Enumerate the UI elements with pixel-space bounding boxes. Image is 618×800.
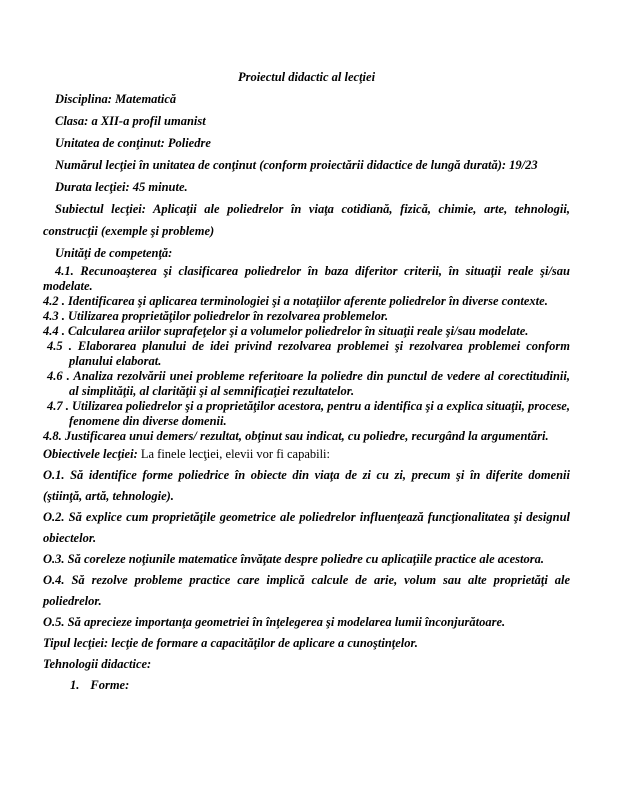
objective-item-o-3: O.3. Să coreleze noţiunile matematice învăţate despre poliedre cu aplicaţiile practice ale acestora. bbox=[43, 552, 544, 566]
objective-item-o-2: O.2. Să explice cum proprietăţile geometrice ale poliedrelor influenţează funcţionalitatea şi designul obiectelor. bbox=[43, 510, 570, 545]
objective-item-o-4: O.4. Să rezolve probleme practice care implică calcule de arie, volum sau alte proprietăţi ale poliedrelor. bbox=[43, 573, 570, 608]
list-item-number: 1. bbox=[70, 678, 80, 692]
technologies-list-item-forme bbox=[43, 675, 570, 696]
competency-item-4-8: 4.8. Justificarea unui demers/ rezultat, obţinut sau indicat, cu poliedre, recurgând la argumentări. bbox=[43, 429, 549, 443]
meta-line-disciplina: Disciplina: Matematică bbox=[55, 92, 177, 106]
meta-line-unitatea: Unitatea de conţinut: Poliedre bbox=[55, 136, 211, 150]
competency-item-4-1: 4.1. Recunoaşterea şi clasificarea poliedrelor în baza diferitor criterii, în situaţii reale şi/sau modelate. bbox=[43, 264, 570, 293]
objective-item-o-1: O.1. Să identifice forme poliedrice în obiecte din viaţa de zi cu zi, precum şi în diferite domenii (ştiinţă, artă, tehnologie). bbox=[43, 468, 570, 503]
meta-line-clasa: Clasa: a XII-a profil umanist bbox=[55, 114, 206, 128]
competency-item-4-3: 4.3 . Utilizarea proprietăţilor poliedrelor în rezolvarea problemelor. bbox=[43, 309, 389, 323]
list-item-label: Forme: bbox=[90, 678, 130, 692]
meta-line-durata: Durata lecţiei: 45 minute. bbox=[55, 180, 188, 194]
lesson-type-line: Tipul lecţiei: lecţie de formare a capacităţilor de aplicare a cunoştinţelor. bbox=[43, 636, 418, 650]
objectives-heading bbox=[43, 444, 570, 465]
competency-item-4-6: 4.6 . Analiza rezolvării unei probleme referitoare la poliedre din punctul de vedere al corectitudinii, al simplităţii, al clarităţii şi al semnificaţiei rezultatelor. bbox=[47, 369, 570, 398]
competencies-heading: Unităţi de competenţă: bbox=[55, 246, 173, 260]
competency-item-4-7: 4.7 . Utilizarea poliedrelor şi a proprietăţilor acestora, pentru a identifica şi a explica situaţii, procese, fenomene din diverse domenii. bbox=[47, 399, 570, 428]
competency-item-4-2: 4.2 . Identificarea şi aplicarea terminologiei şi a notaţiilor aferente poliedrelor în diverse contexte. bbox=[43, 294, 548, 308]
subject-paragraph: Subiectul lecţiei: Aplicaţii ale poliedrelor în viaţa cotidiană, fizică, chimie, arte, tehnologii, construcţii (exemple şi probleme) bbox=[43, 202, 570, 238]
competency-item-4-4: 4.4 . Calcularea ariilor suprafeţelor şi a volumelor poliedrelor în situaţii reale şi/sau modelate. bbox=[43, 324, 529, 338]
objective-item-o-5: O.5. Să aprecieze importanţa geometriei în înţelegerea şi modelarea lumii înconjurătoare. bbox=[43, 615, 506, 629]
meta-line-numarul: Numărul lecţiei în unitatea de conţinut (conform proiectării didactice de lungă durată): 19/23 bbox=[55, 158, 538, 172]
page-title: Proiectul didactic al lecţiei bbox=[237, 70, 376, 84]
competency-item-4-5: 4.5 . Elaborarea planului de idei privind rezolvarea problemei şi rezolvarea problemei conform planului elaborat. bbox=[47, 339, 570, 368]
technologies-heading: Tehnologii didactice: bbox=[43, 657, 152, 671]
objectives-intro: La finele lecţiei, elevii vor fi capabili: bbox=[137, 447, 331, 461]
objectives-label: Obiectivele lecţiei: bbox=[43, 447, 138, 461]
